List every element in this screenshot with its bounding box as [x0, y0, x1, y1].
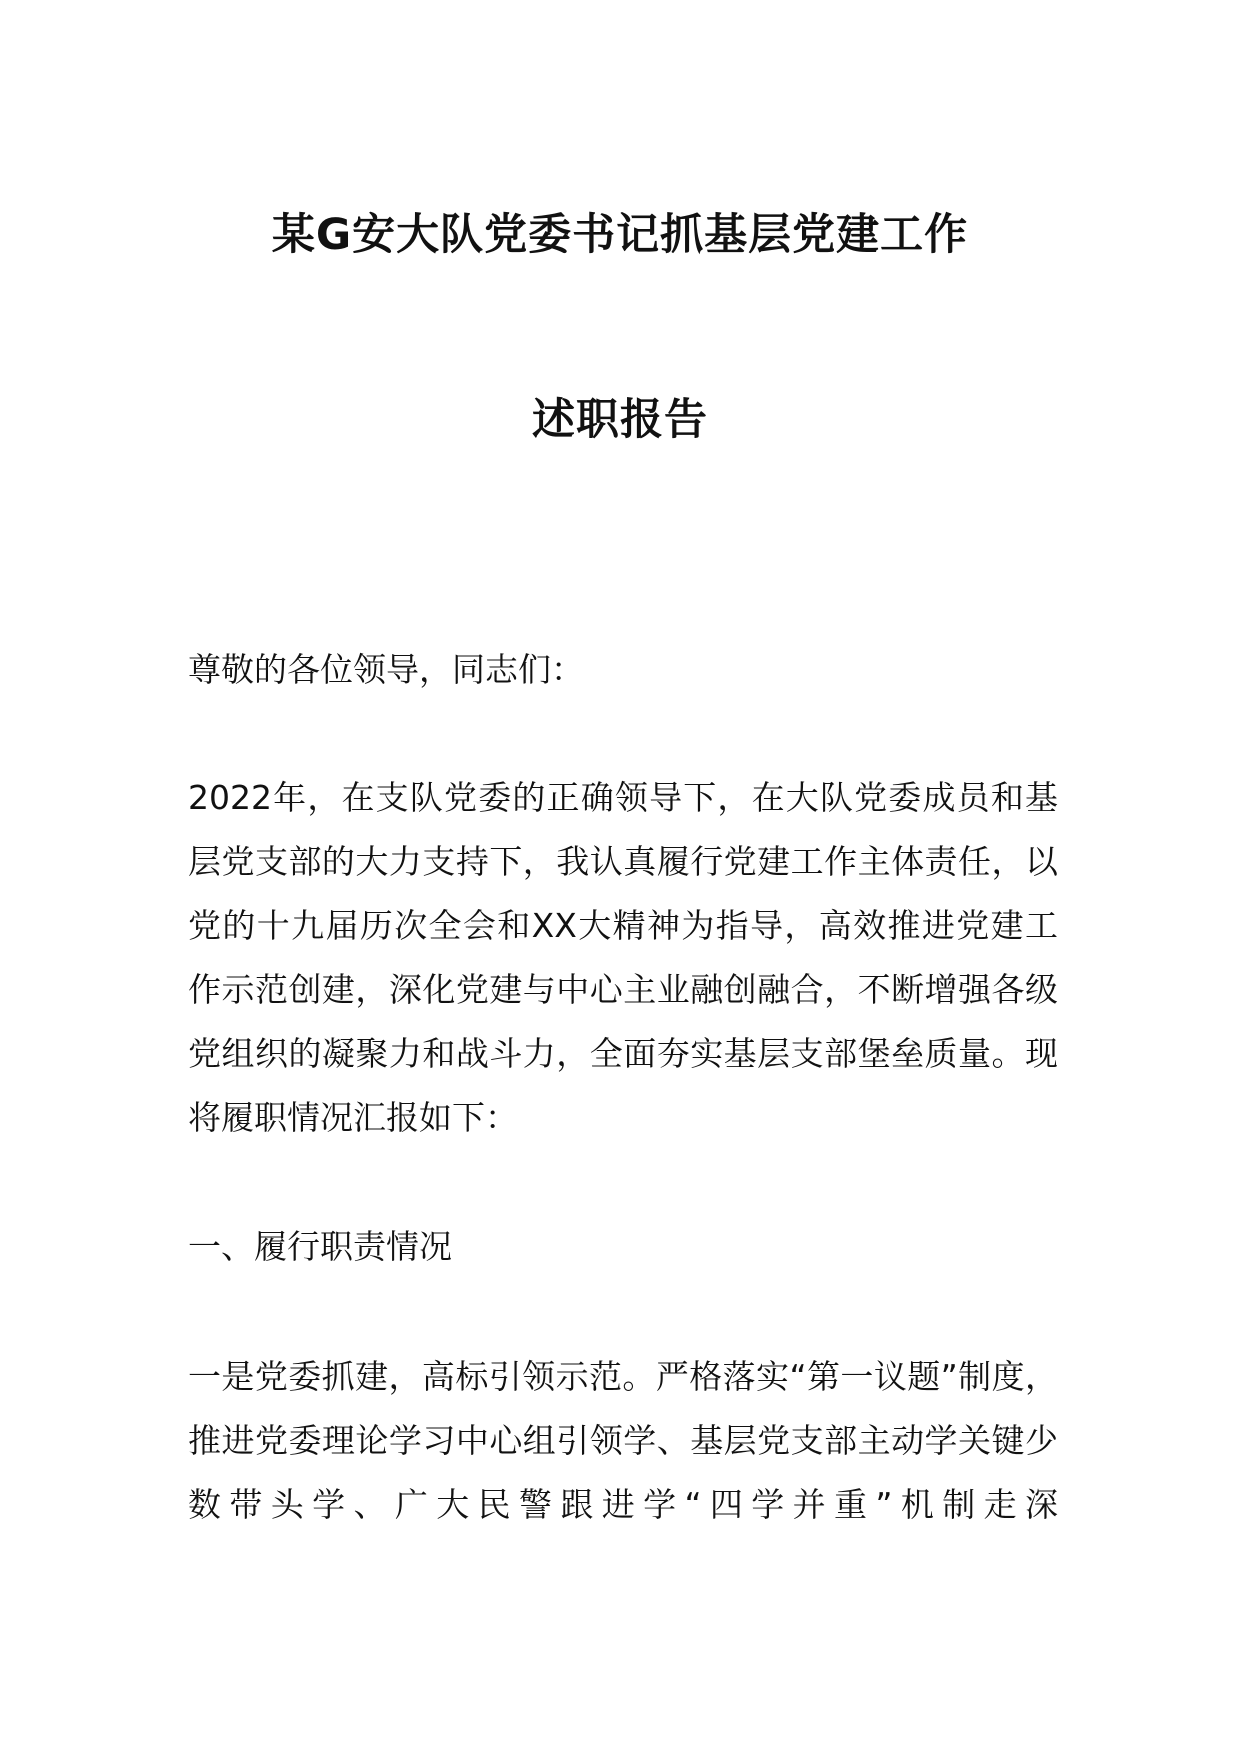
- document-title-line-1: 某G安大队党委书记抓基层党建工作: [271, 210, 969, 260]
- section-heading-duties: 一、履行职责情况: [188, 1227, 452, 1266]
- paragraph-intro: 2022年，在支队党委的正确领导下，在大队党委成员和基层党支部的大力支持下，我认真履行党建工作主体责任，以党的十九届历次全会和XX大精神为指导，高效推进党建工作示范创建，深化党建与中心主业融创融合，不断增强各级党组织的凝聚力和战斗力，全面夯实基层支部堡垒质量。现将履职情况汇报如下：: [188, 778, 1058, 1137]
- paragraph-party-building: 一是党委抓建，高标引领示范。严格落实“第一议题”制度，推进党委理论学习中心组引领学、基层党支部主动学关键少数带头学、广大民警跟进学“四学并重”机制走深: [188, 1357, 1058, 1524]
- salutation: 尊敬的各位领导，同志们：: [188, 650, 584, 689]
- document-title-line-2: 述职报告: [532, 395, 708, 445]
